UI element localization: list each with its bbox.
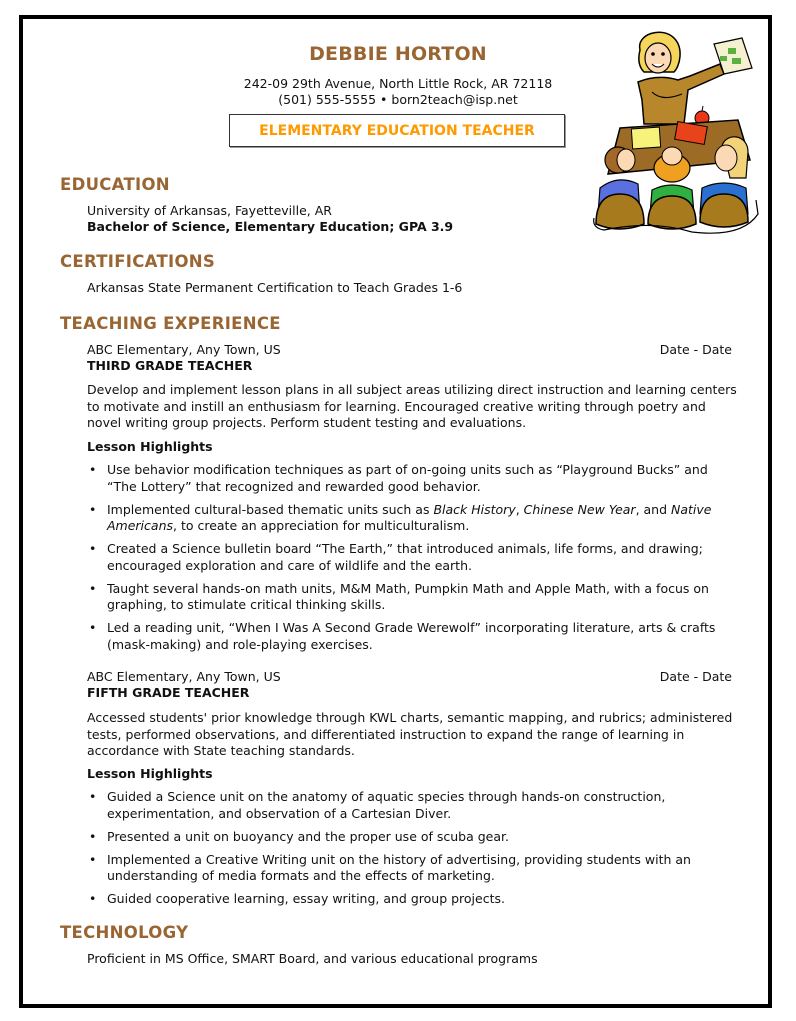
text: ,: [515, 501, 524, 517]
lesson-highlights-label: Lesson Highlights: [87, 766, 213, 781]
phone: (501) 555-5555: [278, 92, 377, 107]
list-item: [87, 502, 739, 535]
section-heading-education: EDUCATION: [60, 175, 170, 194]
italic-text: Black History: [433, 501, 516, 517]
list-item: • Presented a unit on buoyancy and the proper use of scuba gear.: [87, 829, 739, 846]
lesson-highlights-list: [87, 789, 739, 914]
list-item: • Guided a Science unit on the anatomy of aquatic species through hands-on construction, experimentation, and observation of a Cartesian Diver.: [87, 789, 739, 822]
candidate-name: DEBBIE HORTON: [309, 43, 487, 65]
section-heading-teaching-experience: TEACHING EXPERIENCE: [60, 314, 281, 333]
job-title: FIFTH GRADE TEACHER: [87, 685, 250, 700]
lesson-highlights-label: Lesson Highlights: [87, 439, 213, 454]
job-title: THIRD GRADE TEACHER: [87, 358, 253, 373]
job-summary: Accessed students' prior knowledge through KWL charts, semantic mapping, and rubrics; administered tests, performed observations, and differentiated instruction to expand the range of learning in accordance with State teaching standards.: [87, 710, 733, 758]
job-employer: ABC Elementary, Any Town, US: [87, 342, 281, 357]
section-heading-certifications: CERTIFICATIONS: [60, 252, 216, 271]
job-employer: ABC Elementary, Any Town, US: [87, 669, 281, 684]
italic-text: Chinese New Year: [523, 501, 636, 517]
job-summary: Develop and implement lesson plans in all subject areas utilizing direct instruction and learning centers to motivate and instill an enthusiasm for learning. Encouraged creative writing through poetry and novel writing group projects. Perform student testing and evaluations.: [87, 382, 737, 430]
teacher-clipart-icon: [592, 28, 764, 234]
list-item: • Implemented a Creative Writing unit on the history of advertising, providing students with an understanding of media formats and the effects of marketing.: [87, 852, 739, 885]
bullet-separator: •: [380, 92, 388, 107]
education-school: University of Arkansas, Fayetteville, AR: [87, 203, 332, 218]
job-title: ELEMENTARY EDUCATION TEACHER: [259, 122, 535, 139]
list-item: • Guided cooperative learning, essay writing, and group projects.: [87, 891, 739, 908]
certification-item: Arkansas State Permanent Certification to Teach Grades 1-6: [87, 280, 463, 295]
technology-text: Proficient in MS Office, SMART Board, and various educational programs: [87, 951, 538, 966]
job-title-box: [229, 114, 565, 147]
email: born2teach@isp.net: [391, 92, 518, 107]
address: 242-09 29th Avenue, North Little Rock, AR 72118: [243, 76, 553, 91]
text: , to create an appreciation for multiculturalism.: [173, 518, 470, 533]
list-item: • Created a Science bulletin board “The Earth,” that introduced animals, life forms, and drawing; encouraged exploration and care of wildlife and the earth.: [87, 541, 739, 574]
job-dates: Date - Date: [659, 342, 732, 357]
text: Implemented cultural-based thematic units such as: [107, 501, 434, 517]
italic-text: Native Americans: [107, 501, 712, 533]
list-item: • Led a reading unit, “When I Was A Second Grade Werewolf” incorporating literature, arts & crafts (mask-making) and role-playing exercises.: [87, 620, 739, 653]
lesson-highlights-list: [87, 462, 739, 660]
section-heading-technology: TECHNOLOGY: [60, 923, 189, 942]
job-dates: Date - Date: [659, 669, 732, 684]
list-item: • Use behavior modification techniques as part of on-going units such as “Playground Bucks” and “The Lottery” that recognized and rewarded good behavior.: [87, 462, 739, 495]
text: , and: [635, 501, 672, 517]
list-item: • Taught several hands-on math units, M&M Math, Pumpkin Math and Apple Math, with a focus on graphing, to stimulate critical thinking skills.: [87, 581, 739, 614]
education-degree: Bachelor of Science, Elementary Education; GPA 3.9: [87, 219, 454, 234]
